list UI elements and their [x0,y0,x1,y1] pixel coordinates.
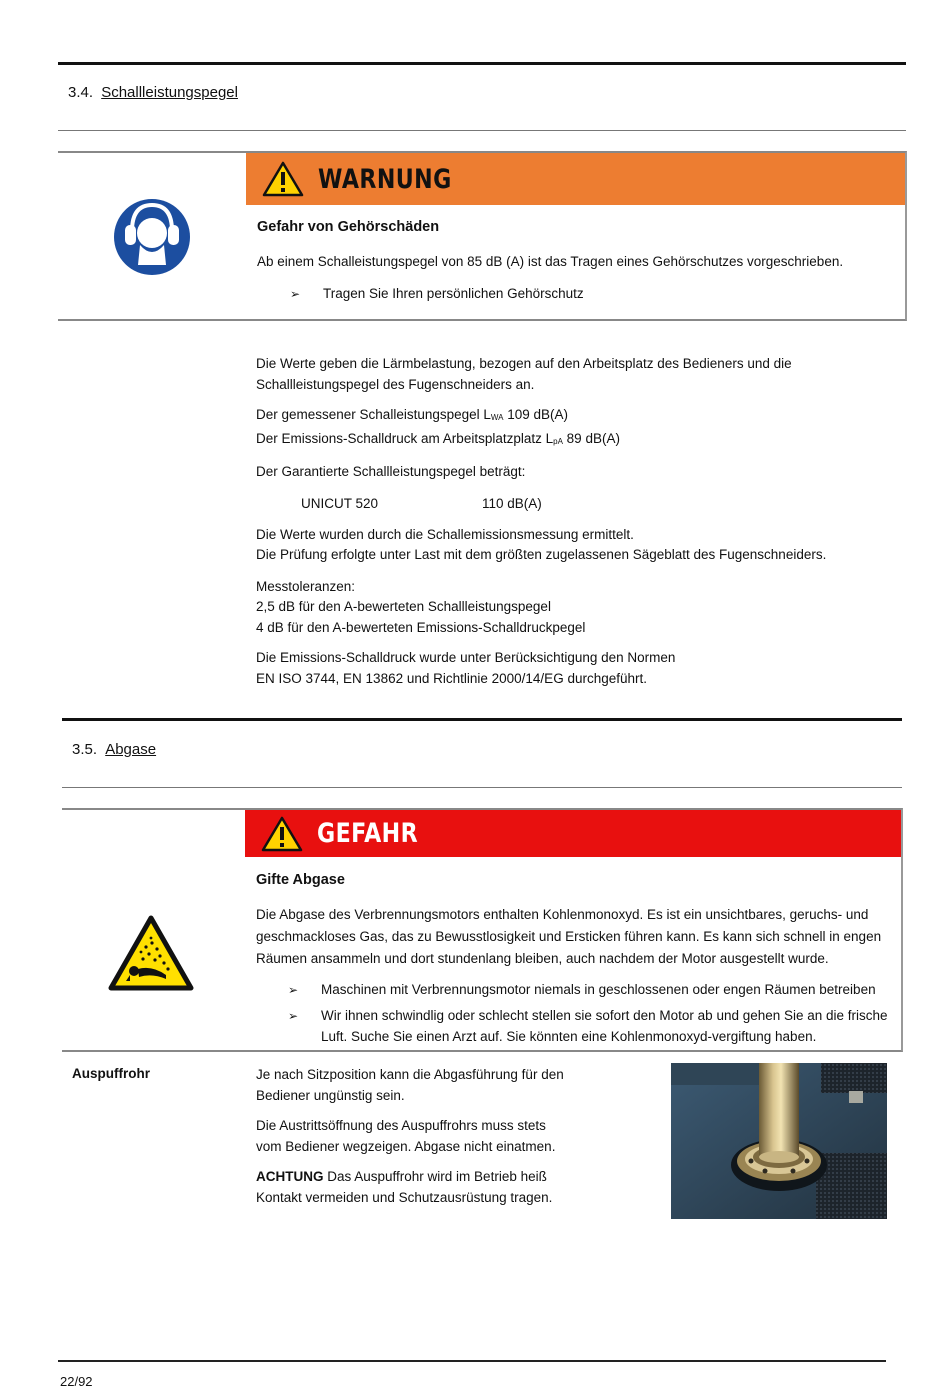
danger-text-line-3: Räumen ansammeln und dort stundenlang bleiben, auch nachdem der Motor ausgestellt wurde. [256,951,829,966]
norms-line-2: EN ISO 3744, EN 13862 und Richtlinie 2000/14/EG durchgeführt. [256,670,647,686]
measurement-line-2: Die Prüfung erfolgte unter Last mit dem größten zugelassenen Sägeblatt des Fugenschneiders. [256,547,827,562]
tolerances-title: Messtoleranzen: [256,578,356,594]
warning-bullet-text: Tragen Sie Ihren persönlichen Gehörschutz [323,286,584,301]
lpa-subscript: pA [553,436,563,446]
warning-left-bottom-border [58,319,246,321]
warning-triangle-icon [261,816,303,852]
tolerances [256,577,896,639]
danger-text [256,904,881,970]
section-title: Abgase [105,741,157,758]
section-heading-3-4 [68,84,238,101]
lwa-value: 109 dB(A) [503,407,569,422]
noise-intro-line-1: Die Werte geben die Lärmbelastung, bezogen auf den Arbeitsplatz des Bedieners und die [256,356,792,371]
norms-line-1: Die Emissions-Schalldruck wurde unter Berücksichtigung den Normen [256,650,676,665]
exhaust-para-2-line-2: vom Bediener wegzeigen. Abgase nicht einatmen. [256,1138,556,1154]
exhaust-label: Auspuffrohr [72,1066,150,1081]
noise-intro-line-2: Schallleistungspegel des Fugenschneiders an. [256,376,535,392]
measurement-line-1: Die Werte wurden durch die Schallemissionsmessung ermittelt. [256,526,634,542]
danger-left-bottom-border [62,1050,245,1052]
section-heading-3-5 [72,741,156,758]
model-row [256,494,896,514]
footer-rule [58,1360,886,1362]
page-number: 22/92 [60,1374,93,1389]
section-number: 3.5. [72,741,98,758]
danger-banner-title: GEFAHR [317,818,419,849]
warning-triangle-icon [262,161,304,197]
warning-bullet [290,283,584,305]
caution-label: ACHTUNG [256,1169,324,1184]
exhaust-text [256,1065,586,1208]
arrow-bullet-icon: ➢ [288,1009,299,1023]
exhaust-para-1-line-2: Bediener ungünstig sein. [256,1087,405,1103]
model-name: UNICUT 520 [301,495,379,511]
exhaust-para-3-line-1: Das Auspuffrohr wird im Betrieb heiß [323,1169,547,1184]
danger-banner [245,810,901,857]
danger-bullet-1-text: Maschinen mit Verbrennungsmotor niemals in geschlossenen oder engen Räumen betreiben [321,982,876,997]
warning-text: Ab einem Schalleistungspegel von 85 dB (A) ist das Tragen eines Gehörschutzes vorgeschrieben. [257,254,844,269]
exhaust-para-2-line-1: Die Austrittsöffnung des Auspuffrohrs muss stets [256,1118,546,1133]
exhaust-pipe-photo [671,1063,887,1219]
danger-bullet-2-text [321,1005,888,1047]
danger-bullet-2-line-1: Wir ihnen schwindlig oder schlecht stellen sie sofort den Motor ab und gehen Sie an die frische [321,1008,888,1023]
danger-text-line-1: Die Abgase des Verbrennungsmotors enthalten Kohlenmonoxyd. Es ist ein unsichtbares, geruchs- und [256,907,869,922]
norms [256,648,896,689]
heading-divider [62,787,902,788]
warning-left-top-border [58,151,246,153]
section-number: 3.4. [68,84,94,101]
ear-protection-mandatory-icon [110,195,194,279]
section-rule [62,718,902,721]
exhaust-para-3-line-2: Kontakt vermeiden und Schutzausrüstung tragen. [256,1189,553,1205]
danger-bullet-2 [288,1005,888,1047]
exhaust-para-1-line-1: Je nach Sitzposition kann die Abgasführung für den [256,1067,564,1082]
exhaust-para-1 [256,1065,586,1106]
danger-bullet-1 [288,979,876,1001]
noise-values [256,405,896,452]
model-value: 110 dB(A) [482,495,542,511]
noise-intro [256,354,896,395]
danger-heading: Gifte Abgase [256,872,345,888]
arrow-bullet-icon: ➢ [290,287,301,301]
warning-banner [246,153,905,205]
top-rule [58,62,906,65]
warning-banner-title: WARNUNG [318,163,452,195]
lwa-subscript: WA [490,413,504,422]
lpa-label: Der Emissions-Schalldruck am Arbeitsplatzplatz L [256,430,554,446]
toxic-gas-warning-icon [108,915,194,991]
danger-bullet-2-line-2: Luft. Suche Sie einen Arzt auf. Sie könnten eine Kohlenmonoxyd-vergiftung haben. [321,1029,817,1044]
arrow-bullet-icon: ➢ [288,983,299,997]
warning-heading: Gefahr von Gehörschäden [257,219,440,235]
noise-info [256,354,896,689]
lpa-value: 89 dB(A) [562,430,620,446]
section-title: Schallleistungspegel [101,84,238,101]
tolerance-1: 2,5 dB für den A-bewerteten Schallleistungspegel [256,599,551,614]
exhaust-para-3 [256,1167,586,1208]
guaranteed-label: Der Garantierte Schallleistungspegel beträgt: [256,464,526,479]
exhaust-para-2 [256,1116,586,1157]
danger-text-line-2: geschmackloses Gas, das zu Bewusstlosigkeit und Ersticken führen kann. Es kann sich schnell in engen [256,929,882,944]
heading-divider [58,130,906,131]
measurement-note [256,525,896,566]
danger-left-top-border [62,808,245,810]
lwa-label: Der gemessener Schalleistungspegel L [256,407,491,422]
tolerance-2: 4 dB für den A-bewerteten Emissions-Schalldruckpegel [256,619,586,635]
